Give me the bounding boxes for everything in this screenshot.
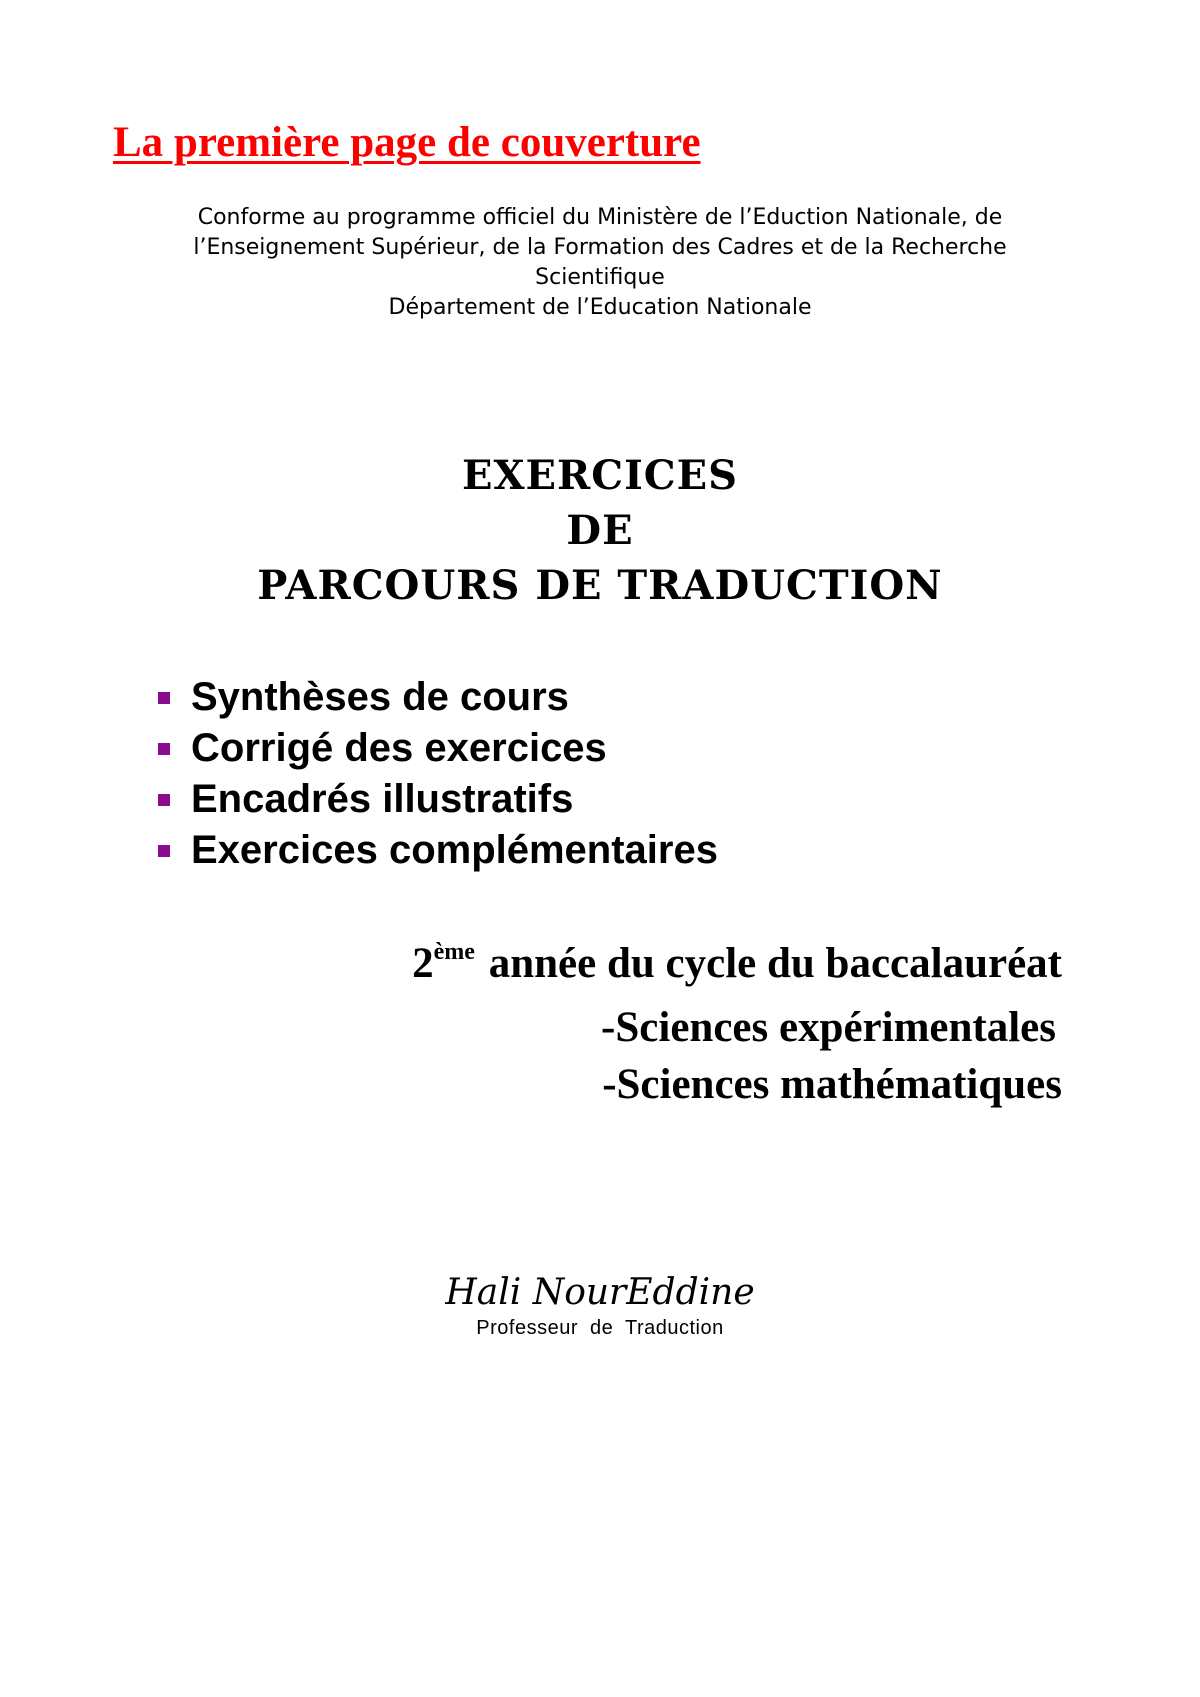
feature-label: Exercices complémentaires	[191, 828, 718, 872]
square-bullet-icon	[158, 743, 170, 755]
feature-item	[155, 672, 718, 723]
school-level	[412, 935, 1062, 1113]
square-bullet-icon	[158, 692, 170, 704]
cover-title: La première page de couverture	[113, 119, 701, 166]
feature-label: Encadrés illustratifs	[191, 777, 574, 821]
feature-label: Corrigé des exercices	[191, 726, 607, 770]
year-text: année du cycle du baccalauréat	[477, 940, 1062, 987]
feature-list	[155, 672, 718, 876]
book-title-line: PARCOURS DE TRADUCTION	[257, 562, 943, 609]
author-role: Professeur de Traduction	[476, 1317, 724, 1339]
ministry-statement	[100, 203, 1100, 323]
book-title-line: DE	[566, 507, 634, 554]
year-line	[412, 935, 1062, 999]
feature-item	[155, 723, 718, 774]
track-line: -Sciences expérimentales	[601, 1004, 1056, 1051]
track-line: -Sciences mathématiques	[602, 1061, 1062, 1108]
year-number: 2	[412, 940, 434, 987]
book-title	[100, 448, 1100, 613]
year-superscript: ème	[433, 939, 475, 965]
square-bullet-icon	[158, 794, 170, 806]
ministry-line: l’Enseignement Supérieur, de la Formation des Cadres et de la Recherche	[193, 235, 1007, 260]
book-title-line: EXERCICES	[461, 452, 738, 499]
square-bullet-icon	[158, 845, 170, 857]
ministry-line: Scientifique	[535, 265, 665, 290]
ministry-line: Conforme au programme officiel du Ministère de l’Eduction Nationale, de	[197, 205, 1003, 230]
author-name: Hali NourEddine	[445, 1272, 755, 1313]
feature-item	[155, 825, 718, 876]
feature-item	[155, 774, 718, 825]
department-line: Département de l’Education Nationale	[388, 295, 812, 320]
feature-label: Synthèses de cours	[191, 675, 569, 719]
